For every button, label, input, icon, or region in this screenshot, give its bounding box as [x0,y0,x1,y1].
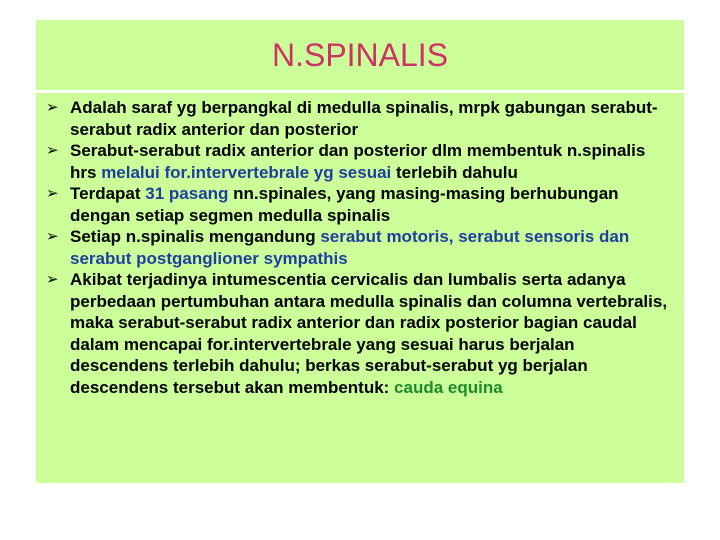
highlight-text: melalui for.intervertebrale yg sesuai [101,162,392,182]
bullet-text: Setiap n.spinalis mengandung [70,227,321,246]
title-panel [36,20,684,90]
bullet-text: terlebih dahulu [391,162,518,182]
bullet-text: Serabut-serabut radix anterior dan posterior dlm membentuk n.spinalis hrs [70,141,646,182]
highlight-text: 31 pasang [145,184,229,203]
list-item [46,183,674,226]
list-item [46,269,674,398]
bullet-list [36,93,684,398]
arrow-bullet-icon: ➢ [46,270,59,288]
bullet-text: Akibat terjadinya intumescentia cervicalis dan lumbalis serta adanya perbedaan pertumbuhan antara medulla spinalis dan columna vertebralis, maka serabut-serabut radix anterior dan radix posterior bagian caudal dalam mencapai for.intervertebrale yang sesuai harus berjalan descendens terlebih dahulu; berkas serabut-serabut yg berjalan descendens tersebut akan membentuk: [70,270,668,397]
arrow-bullet-icon: ➢ [46,227,59,245]
list-item [46,97,674,140]
bullet-text: Adalah saraf yg berpangkal di medulla spinalis, mrpk gabungan serabut-serabut radix anterior dan posterior [70,98,658,139]
content-panel [36,93,684,483]
arrow-bullet-icon: ➢ [46,98,59,116]
highlight-text: serabut motoris, serabut sensoris dan serabut postganglioner sympathis [70,227,630,268]
arrow-bullet-icon: ➢ [46,141,59,159]
arrow-bullet-icon: ➢ [46,184,59,202]
bullet-text: nn.spinales, yang masing-masing berhubungan dengan setiap segmen medulla spinalis [70,184,619,225]
slide-title: N.SPINALIS [271,36,449,73]
list-item [46,226,674,269]
bullet-text: Terdapat [70,184,146,203]
highlight-text-green: cauda equina [394,377,503,397]
list-item [46,140,674,183]
